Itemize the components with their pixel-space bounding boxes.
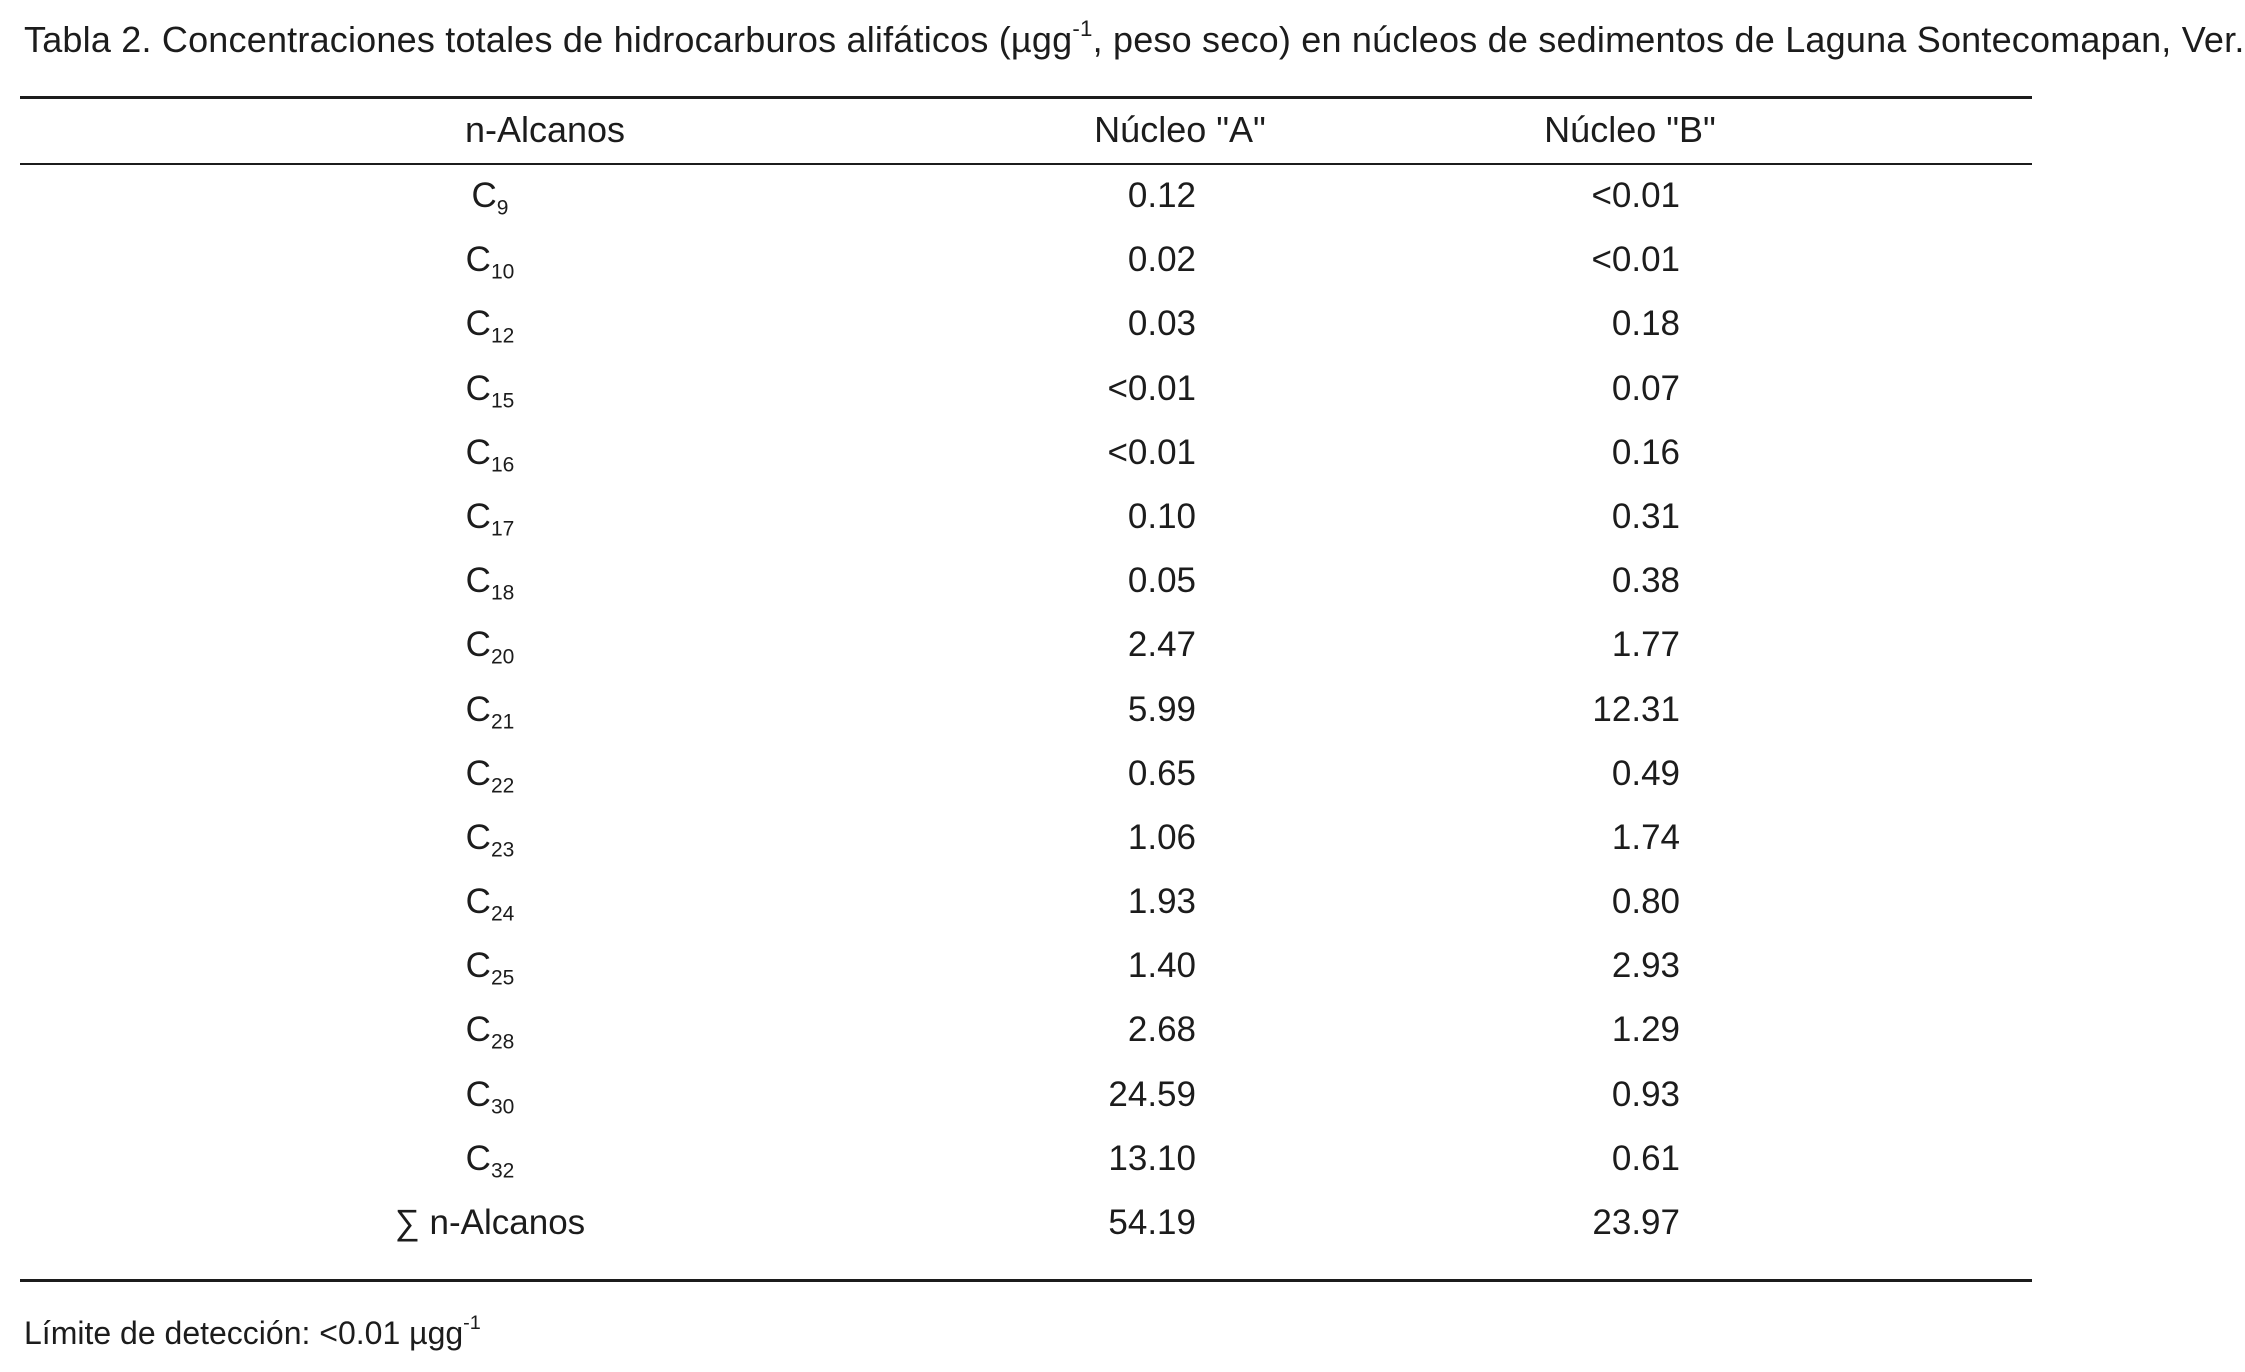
table-row bbox=[0, 1131, 2049, 1195]
nucleo-b-value: 12.31 bbox=[1592, 689, 1680, 729]
nucleo-a-value: 1.06 bbox=[1127, 817, 1196, 857]
caption-text: Tabla 2. Concentraciones totales de hidrocarburos alifáticos (µgg bbox=[24, 19, 1073, 60]
nucleo-a-value: 2.47 bbox=[1127, 625, 1196, 665]
nucleo-b-value: 1.29 bbox=[1611, 1010, 1680, 1050]
nucleo-b-value: 0.07 bbox=[1611, 368, 1680, 408]
nucleo-b-value: 0.18 bbox=[1611, 304, 1680, 344]
alkane-name: C bbox=[465, 304, 491, 344]
table-body bbox=[0, 168, 2049, 1259]
alkane-name-cell bbox=[360, 746, 620, 810]
alkane-name-cell bbox=[360, 938, 620, 1002]
nucleo-a-value: 0.12 bbox=[1127, 176, 1196, 215]
alkane-carbon-number: 18 bbox=[490, 581, 515, 605]
alkane-name: C bbox=[465, 882, 491, 922]
alkane-name: C bbox=[465, 946, 491, 986]
alkane-name-cell bbox=[360, 361, 620, 425]
caption-superscript: -1 bbox=[1072, 15, 1093, 41]
nucleo-a-value: 0.03 bbox=[1127, 304, 1196, 344]
alkane-name: C bbox=[465, 817, 491, 857]
nucleo-a-value: 0.05 bbox=[1127, 561, 1196, 601]
header-nucleo-b: Núcleo "B" bbox=[1544, 109, 1716, 150]
alkane-name: C bbox=[465, 625, 491, 665]
nucleo-a-value: 0.65 bbox=[1127, 753, 1196, 793]
nucleo-a-value: 5.99 bbox=[1127, 689, 1196, 729]
table-row bbox=[0, 1002, 2049, 1066]
nucleo-a-value: 0.02 bbox=[1127, 240, 1196, 280]
nucleo-a-value: 1.40 bbox=[1127, 946, 1196, 986]
caption-text-end: , peso seco) en núcleos de sedimentos de Laguna Sontecomapan, Ver. bbox=[1092, 19, 2245, 60]
table-row bbox=[0, 1067, 2049, 1131]
alkane-name: C bbox=[465, 1010, 491, 1050]
table-row bbox=[0, 553, 2049, 617]
alkane-name: C bbox=[465, 561, 491, 601]
alkane-carbon-number: 15 bbox=[490, 388, 515, 412]
alkane-name: C bbox=[465, 753, 491, 793]
header-nucleo-a: Núcleo "A" bbox=[1094, 109, 1266, 150]
nucleo-b-value: 0.16 bbox=[1611, 432, 1680, 472]
nucleo-b-value: 2.93 bbox=[1611, 946, 1680, 986]
nucleo-b-value: 23.97 bbox=[1592, 1203, 1680, 1242]
alkane-carbon-number: 21 bbox=[490, 709, 515, 733]
table-row bbox=[0, 232, 2049, 296]
footnote-text: Límite de detección: <0.01 µgg bbox=[24, 1315, 464, 1351]
footnote-superscript: -1 bbox=[463, 1312, 481, 1335]
nucleo-b-value: <0.01 bbox=[1591, 176, 1680, 215]
table-row bbox=[0, 810, 2049, 874]
alkane-carbon-number: 30 bbox=[490, 1094, 515, 1118]
table-bottom-rule bbox=[20, 1279, 2032, 1282]
nucleo-a-value: 54.19 bbox=[1108, 1203, 1196, 1242]
table-row bbox=[0, 874, 2049, 938]
alkane-name: C bbox=[465, 368, 491, 408]
alkane-name: C bbox=[465, 1138, 491, 1178]
table-row bbox=[0, 425, 2049, 489]
alkane-name: C bbox=[465, 1074, 491, 1114]
nucleo-b-value: 0.49 bbox=[1611, 753, 1680, 793]
table-row bbox=[0, 489, 2049, 553]
nucleo-b-value: 0.31 bbox=[1611, 496, 1680, 536]
table-row bbox=[0, 361, 2049, 425]
nucleo-a-value: 1.93 bbox=[1127, 882, 1196, 922]
alkane-carbon-number: 12 bbox=[490, 324, 515, 348]
alkane-carbon-number: 9 bbox=[496, 196, 509, 220]
table-top-rule bbox=[20, 96, 2032, 99]
alkane-name-cell bbox=[360, 1195, 620, 1259]
alkane-name-cell bbox=[360, 1067, 620, 1131]
alkane-name-cell bbox=[360, 425, 620, 489]
nucleo-b-value: 1.77 bbox=[1611, 625, 1680, 665]
nucleo-b-value: 0.93 bbox=[1611, 1074, 1680, 1114]
nucleo-b-value: 0.61 bbox=[1611, 1138, 1680, 1178]
alkane-name: C bbox=[471, 176, 497, 215]
alkane-name-cell bbox=[360, 1131, 620, 1195]
alkane-name: C bbox=[465, 496, 491, 536]
nucleo-a-value: <0.01 bbox=[1107, 368, 1196, 408]
nucleo-b-value: 0.38 bbox=[1611, 561, 1680, 601]
table-header-rule bbox=[20, 163, 2032, 165]
alkane-name: C bbox=[465, 689, 491, 729]
nucleo-a-value: 13.10 bbox=[1108, 1138, 1196, 1178]
alkane-carbon-number: 23 bbox=[490, 838, 515, 862]
table-row bbox=[0, 1195, 2049, 1259]
nucleo-b-value: 1.74 bbox=[1611, 817, 1680, 857]
alkane-name-cell bbox=[360, 810, 620, 874]
table-row bbox=[0, 617, 2049, 681]
table-row bbox=[0, 746, 2049, 810]
alkane-carbon-number: 25 bbox=[490, 966, 515, 990]
nucleo-a-value: 24.59 bbox=[1108, 1074, 1196, 1114]
table-row bbox=[0, 296, 2049, 360]
table-row bbox=[0, 682, 2049, 746]
nucleo-a-value: 2.68 bbox=[1127, 1010, 1196, 1050]
header-n-alcanos: n-Alcanos bbox=[464, 109, 626, 150]
alkane-carbon-number: 24 bbox=[490, 902, 515, 926]
nucleo-a-value: 0.10 bbox=[1127, 496, 1196, 536]
alkane-carbon-number: 22 bbox=[490, 774, 515, 798]
alkane-carbon-number: 10 bbox=[490, 260, 515, 284]
alkane-name: C bbox=[465, 432, 491, 472]
nucleo-b-value: <0.01 bbox=[1591, 240, 1680, 280]
alkane-name: C bbox=[465, 240, 491, 280]
footnote bbox=[24, 1308, 481, 1358]
alkane-name-cell bbox=[360, 617, 620, 681]
alkane-name-cell bbox=[360, 296, 620, 360]
alkane-carbon-number: 20 bbox=[490, 645, 515, 669]
table-row bbox=[0, 168, 2049, 232]
alkane-name-cell bbox=[360, 232, 620, 296]
nucleo-a-value: <0.01 bbox=[1107, 432, 1196, 472]
alkane-carbon-number: 32 bbox=[490, 1159, 515, 1183]
table-row bbox=[0, 938, 2049, 1002]
alkane-name-cell bbox=[360, 682, 620, 746]
alkane-carbon-number: 17 bbox=[490, 517, 515, 541]
alkane-name-cell bbox=[360, 489, 620, 553]
alkane-name-cell bbox=[360, 553, 620, 617]
table-caption bbox=[24, 14, 2245, 66]
alkane-carbon-number: 28 bbox=[490, 1030, 515, 1054]
nucleo-b-value: 0.80 bbox=[1611, 882, 1680, 922]
alkane-carbon-number: 16 bbox=[490, 453, 515, 477]
alkane-name-cell bbox=[360, 168, 620, 232]
alkane-name-cell bbox=[360, 1002, 620, 1066]
alkane-name: ∑ n-Alcanos bbox=[394, 1203, 586, 1242]
alkane-name-cell bbox=[360, 874, 620, 938]
